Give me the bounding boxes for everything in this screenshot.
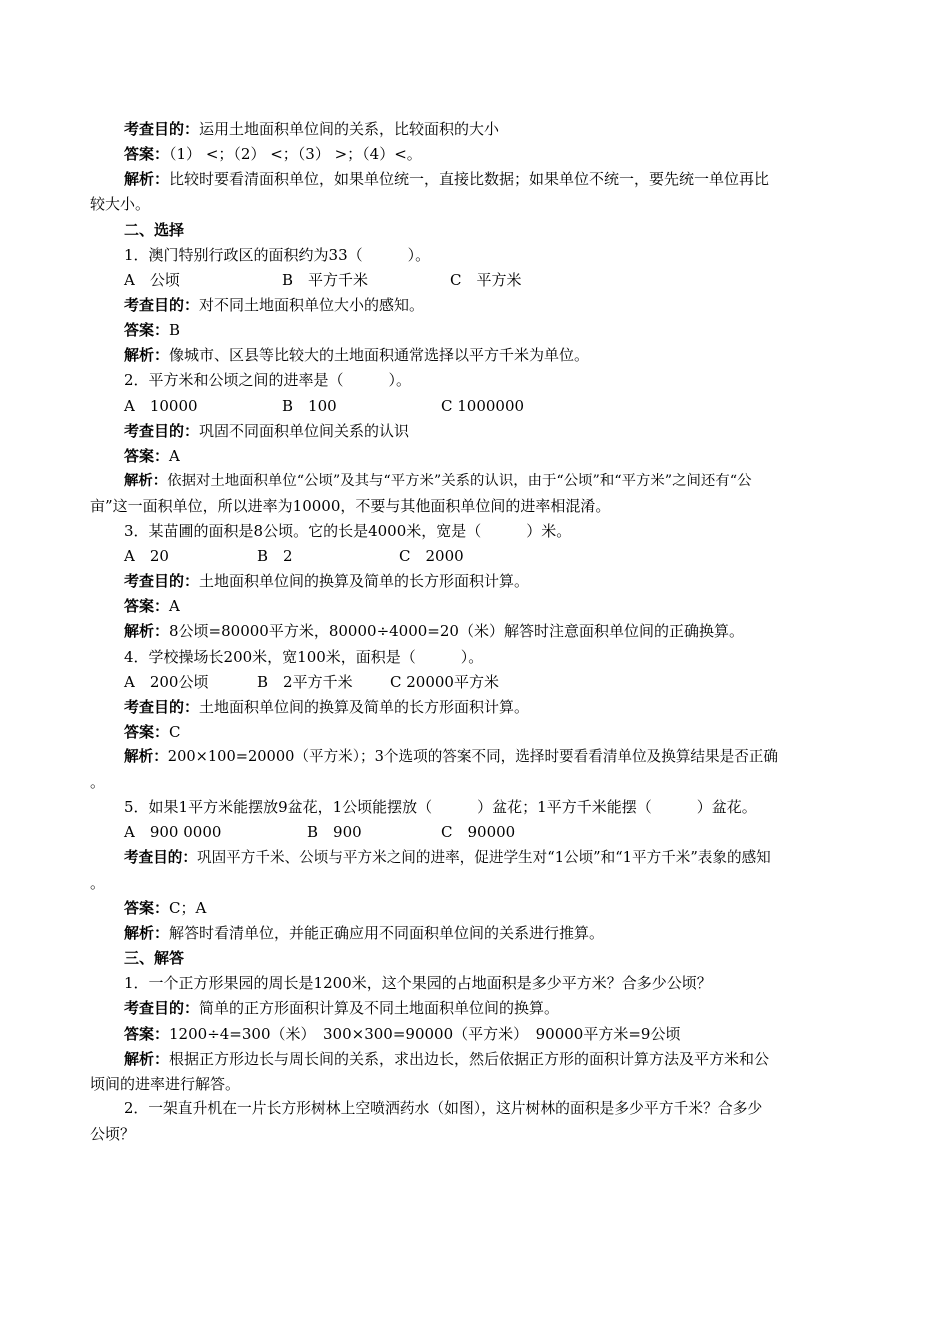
analysis-line [124,923,604,943]
option-a: A 200公顷 [124,673,209,691]
answer-label: 答案： [124,145,170,163]
answer-label: 答案： [124,597,170,615]
purpose-text: 巩固不同面积单位间关系的认识 [199,422,410,440]
analysis-label: 解析： [124,622,170,640]
analysis-label: 解析： [124,1050,170,1068]
options-row [124,672,624,692]
answer-label: 答案： [124,447,170,465]
analysis-continuation: 亩”这一面积单位，所以进率为10000，不要与其他面积单位间的进率相混淆。 [90,497,611,515]
answer-line [124,722,181,742]
option-a: A 900 0000 [124,823,222,841]
answer-label: 答案： [124,321,170,339]
question-text: 2．一架直升机在一片长方形树林上空喷洒药水（如图），这片树林的面积是多少平方千米？合多少 [124,1100,763,1117]
answer-text: 1200÷4=300（米） 300×300=90000（平方米） 90000平方米=9公顷 [169,1025,681,1043]
options-row [124,270,624,290]
answer-line [124,320,180,340]
option-a: A 公顷 [124,271,180,289]
answer-text: A [169,597,180,615]
option-b: B 2 [257,547,293,565]
option-c: C 20000平方米 [390,673,499,691]
option-b: B 2平方千米 [257,673,353,691]
answer-text: B [169,321,181,339]
options-row [124,546,624,566]
analysis-label: 解析： [124,924,170,942]
purpose-line [124,998,559,1018]
analysis-label: 解析： [124,346,170,364]
purpose-label: 考查目的： [124,572,200,590]
purpose-label: 考查目的： [124,999,200,1017]
answer-label: 答案： [124,723,170,741]
analysis-text: 像城市、区县等比较大的土地面积通常选择以平方千米为单位。 [169,346,590,364]
purpose-line [124,421,409,441]
purpose-text: 土地面积单位间的换算及简单的长方形面积计算。 [199,698,530,716]
analysis-text: 200×100=20000（平方米）；3个选项的答案不同，选择时要看看清单位及换算结果是否正确 [167,748,778,765]
question-text: 5．如果1平方米能摆放9盆花，1公顷能摆放（ ）盆花；1平方千米能摆（ ）盆花。 [124,798,757,816]
answer-label: 答案： [124,899,170,917]
option-c: C 平方米 [450,271,522,289]
analysis-label: 解析： [124,472,168,489]
analysis-label: 解析： [124,170,170,188]
analysis-text: 依据对土地面积单位“公顷”及其与“平方米”关系的认识，由于“公顷”和“平方米”之间还有“公 [167,473,752,489]
analysis-continuation: 。 [90,773,106,791]
analysis-text: 比较时要看清面积单位，如果单位统一，直接比数据；如果单位不统一，要先统一单位再比 [169,170,770,188]
analysis-text: 解答时看清单位，并能正确应用不同面积单位间的关系进行推算。 [169,924,605,942]
options-row [124,822,624,842]
purpose-line [124,571,529,591]
question-text: 3．某苗圃的面积是8公顷。它的长是4000米，宽是（ ）米。 [124,522,572,540]
purpose-continuation: 。 [90,874,106,892]
question-text: 1．澳门特别行政区的面积约为33（ ）。 [124,246,431,264]
analysis-label: 解析： [124,748,168,765]
question-text: 1．一个正方形果园的周长是1200米，这个果园的占地面积是多少平方米？合多少公顷？ [124,974,712,992]
purpose-text: 运用土地面积单位间的关系，比较面积的大小 [199,120,500,138]
purpose-label: 考查目的： [124,422,200,440]
answer-line [124,1024,680,1044]
option-c: C 2000 [399,547,464,565]
purpose-text: 简单的正方形面积计算及不同土地面积单位间的换算。 [199,999,560,1017]
purpose-text: 对不同土地面积单位大小的感知。 [199,296,425,314]
purpose-line [124,848,771,868]
option-b: B 平方千米 [282,271,369,289]
answer-text: （1） <；（2） <；（3） >；（4）<。 [169,145,422,163]
answer-line [124,898,206,918]
answer-line [124,596,180,616]
purpose-line [124,697,529,717]
options-row [124,396,624,416]
analysis-line [124,1049,769,1069]
analysis-line [124,345,589,365]
purpose-label: 考查目的： [124,296,200,314]
question-continuation: 公顷？ [90,1125,136,1143]
answer-line [124,144,422,164]
answer-text: A [169,447,180,465]
question-text: 4．学校操场长200米，宽100米，面积是（ ）。 [124,648,484,666]
purpose-label: 考查目的： [124,120,200,138]
option-c: C 1000000 [441,397,525,415]
analysis-text: 根据正方形边长与周长间的关系，求出边长，然后依据正方形的面积计算方法及平方米和公 [169,1050,770,1068]
analysis-text: 8公顷=80000平方米，80000÷4000=20（米）解答时注意面积单位间的正确换算。 [169,622,744,640]
section-title: 三、解答 [124,949,185,967]
option-b: B 100 [282,397,337,415]
answer-text: C；A [169,899,207,917]
question-text: 2．平方米和公顷之间的进率是（ ）。 [124,371,412,389]
answer-line [124,446,180,466]
option-a: A 20 [124,547,169,565]
analysis-line [124,747,778,767]
analysis-continuation: 较大小。 [90,195,151,213]
section-title: 二、选择 [124,221,185,239]
analysis-continuation: 顷间的进率进行解答。 [90,1075,241,1093]
answer-text: C [169,723,181,741]
purpose-line [124,119,499,139]
analysis-line [124,621,744,641]
answer-label: 答案： [124,1025,170,1043]
analysis-line [124,471,751,491]
purpose-label: 考查目的： [124,849,197,866]
purpose-line [124,295,424,315]
option-b: B 900 [307,823,362,841]
purpose-text: 土地面积单位间的换算及简单的长方形面积计算。 [199,572,530,590]
purpose-text: 巩固平方千米、公顷与平方米之间的进率，促进学生对“1公顷”和“1平方千米”表象的感知 [196,849,771,866]
analysis-line [124,169,769,189]
purpose-label: 考查目的： [124,698,200,716]
option-a: A 10000 [124,397,198,415]
option-c: C 90000 [441,823,516,841]
